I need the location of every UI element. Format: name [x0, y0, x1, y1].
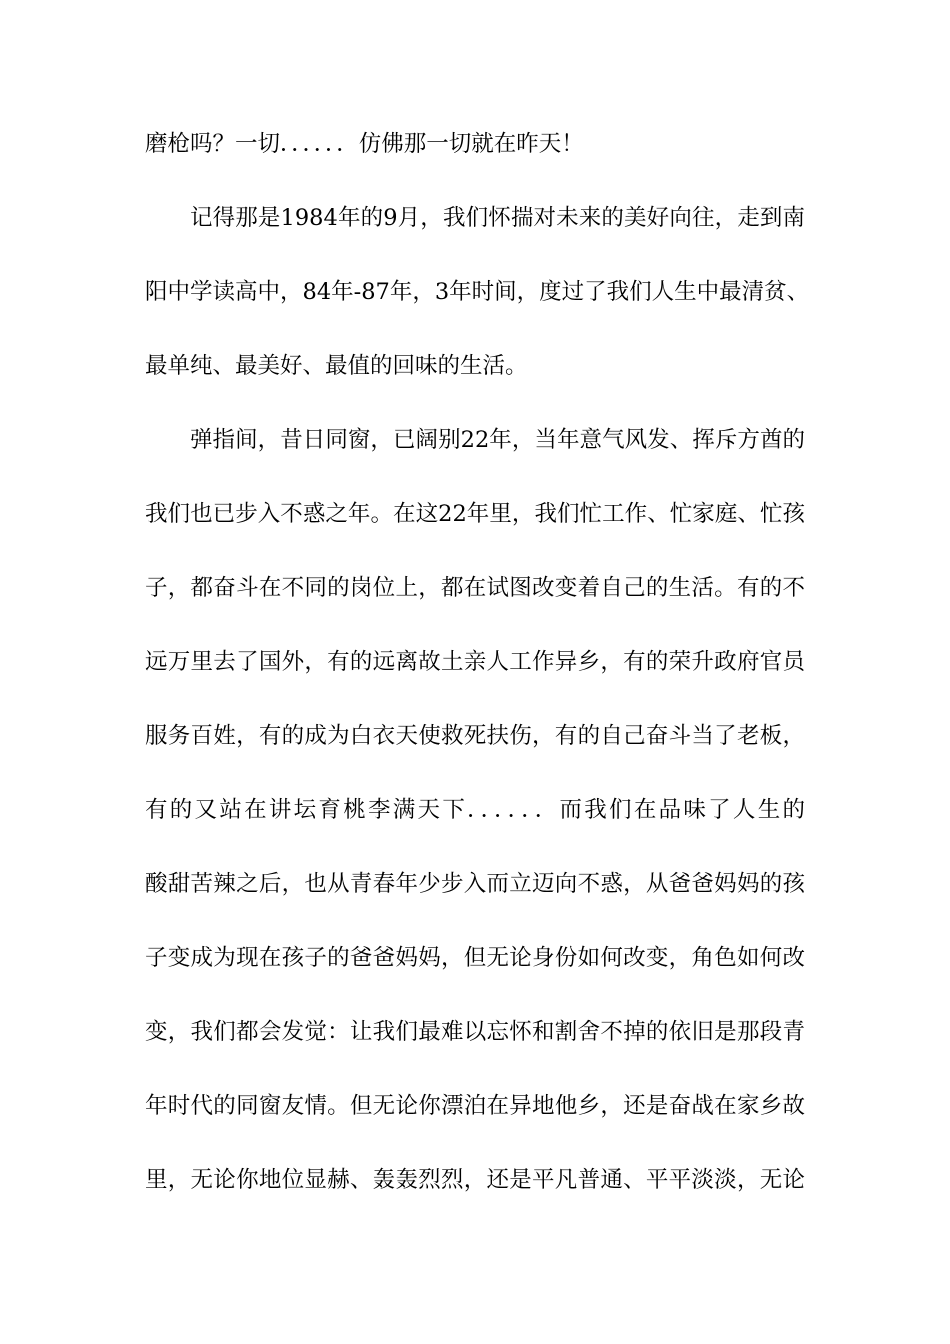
- text-line: 磨枪吗？一切．．．．．．仿佛那一切就在昨天！: [145, 131, 584, 157]
- paragraph-first-line: 记得那是1984年的9月，我们怀揣对未来的美好向往，走到南: [190, 205, 805, 231]
- text-line: 子，都奋斗在不同的岗位上，都在试图改变着自己的生活。有的不: [145, 575, 805, 601]
- text-line: 远万里去了国外，有的远离故土亲人工作异乡，有的荣升政府官员: [145, 649, 805, 675]
- text-line: 我们也已步入不惑之年。在这22年里，我们忙工作、忙家庭、忙孩: [145, 501, 805, 527]
- text-line: 酸甜苦辣之后，也从青春年少步入而立迈向不惑，从爸爸妈妈的孩: [145, 871, 805, 897]
- text-line: 年时代的同窗友情。但无论你漂泊在异地他乡，还是奋战在家乡故: [145, 1093, 805, 1119]
- text-line: 有的又站在讲坛育桃李满天下．．．．．．而我们在品味了人生的: [145, 797, 805, 823]
- text-line: 服务百姓，有的成为白衣天使救死扶伤，有的自己奋斗当了老板，: [145, 723, 805, 749]
- text-line: 里，无论你地位显赫、轰轰烈烈，还是平凡普通、平平淡淡，无论: [145, 1167, 805, 1193]
- text-line: 变，我们都会发觉：让我们最难以忘怀和割舍不掉的依旧是那段青: [145, 1019, 805, 1045]
- paragraph-first-line: 弹指间，昔日同窗，已阔别22年，当年意气风发、挥斥方酋的: [190, 427, 805, 453]
- text-line: 阳中学读高中，84年-87年，3年时间，度过了我们人生中最清贫、: [145, 279, 810, 305]
- text-line: 最单纯、最美好、最值的回味的生活。: [145, 353, 528, 379]
- text-line: 子变成为现在孩子的爸爸妈妈，但无论身份如何改变，角色如何改: [145, 945, 805, 971]
- body-text: [145, 131, 810, 1242]
